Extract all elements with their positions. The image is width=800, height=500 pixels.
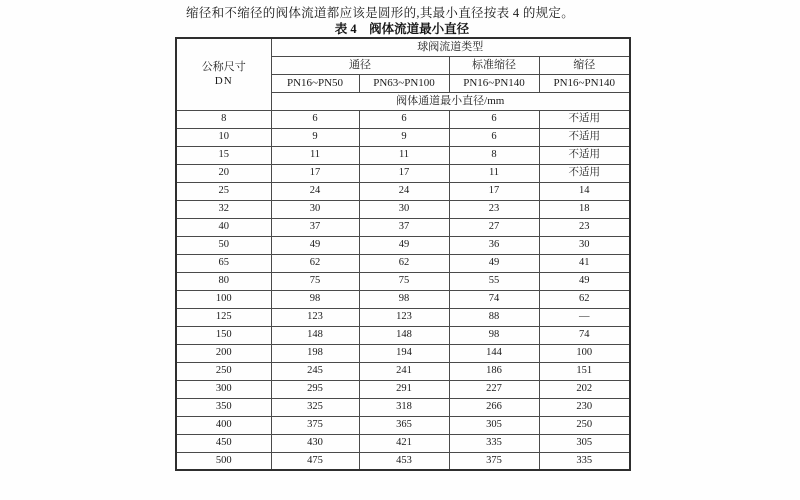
value-cell: 49 (271, 236, 359, 254)
value-cell: 9 (359, 128, 449, 146)
value-cell: 11 (359, 146, 449, 164)
dn-cell: 350 (176, 398, 271, 416)
value-cell: 88 (449, 308, 539, 326)
value-cell: 475 (271, 452, 359, 470)
value-cell: 49 (359, 236, 449, 254)
table-row (176, 146, 630, 164)
value-cell: — (539, 308, 630, 326)
min-diameter-table (175, 37, 631, 471)
dn-cell: 150 (176, 326, 271, 344)
value-cell: 55 (449, 272, 539, 290)
table-row (176, 110, 630, 128)
value-cell: 36 (449, 236, 539, 254)
value-cell: 9 (271, 128, 359, 146)
value-cell: 11 (271, 146, 359, 164)
value-cell: 18 (539, 200, 630, 218)
value-cell: 430 (271, 434, 359, 452)
dn-cell: 15 (176, 146, 271, 164)
dn-cell: 500 (176, 452, 271, 470)
value-cell: 421 (359, 434, 449, 452)
value-cell: 75 (359, 272, 449, 290)
table-caption: 表 4 阀体流道最小直径 (334, 22, 470, 36)
value-cell: 98 (359, 290, 449, 308)
value-cell: 6 (271, 110, 359, 128)
value-cell: 6 (449, 128, 539, 146)
value-cell: 266 (449, 398, 539, 416)
value-cell: 98 (449, 326, 539, 344)
table-header (176, 38, 630, 110)
nominal-size-label: 公称尺寸 (201, 60, 246, 73)
value-cell: 62 (539, 290, 630, 308)
value-cell: 不适用 (539, 110, 630, 128)
dn-cell: 40 (176, 218, 271, 236)
table-body (176, 110, 630, 470)
table-row (176, 272, 630, 290)
value-cell: 不适用 (539, 128, 630, 146)
dn-cell: 450 (176, 434, 271, 452)
dn-cell: 65 (176, 254, 271, 272)
value-cell: 49 (539, 272, 630, 290)
table-row (176, 326, 630, 344)
value-cell: 148 (359, 326, 449, 344)
value-cell: 62 (359, 254, 449, 272)
dn-cell: 50 (176, 236, 271, 254)
value-cell: 375 (449, 452, 539, 470)
dn-cell: 25 (176, 182, 271, 200)
value-cell: 37 (359, 218, 449, 236)
value-cell: 17 (359, 164, 449, 182)
table-row (176, 344, 630, 362)
pn-range-header: PN16~PN50 (271, 74, 359, 92)
value-cell: 30 (539, 236, 630, 254)
value-cell: 123 (359, 308, 449, 326)
value-cell: 144 (449, 344, 539, 362)
dn-cell: 125 (176, 308, 271, 326)
flow-type-group-header: 球阀流道类型 (271, 38, 630, 56)
value-cell: 14 (539, 182, 630, 200)
table-row (176, 398, 630, 416)
dn-cell: 400 (176, 416, 271, 434)
value-cell: 30 (359, 200, 449, 218)
pn-range-header: PN63~PN100 (359, 74, 449, 92)
dn-cell: 10 (176, 128, 271, 146)
value-cell: 不适用 (539, 146, 630, 164)
value-cell: 100 (539, 344, 630, 362)
value-cell: 27 (449, 218, 539, 236)
table-row (176, 182, 630, 200)
value-cell: 123 (271, 308, 359, 326)
value-cell: 62 (271, 254, 359, 272)
value-cell: 6 (359, 110, 449, 128)
value-cell: 23 (449, 200, 539, 218)
value-cell: 365 (359, 416, 449, 434)
reduced-header: 缩径 (539, 56, 630, 74)
standard-reduced-header: 标准缩径 (449, 56, 539, 74)
dn-cell: 300 (176, 380, 271, 398)
value-cell: 305 (449, 416, 539, 434)
value-cell: 98 (271, 290, 359, 308)
value-cell: 186 (449, 362, 539, 380)
value-cell: 74 (449, 290, 539, 308)
value-cell: 17 (449, 182, 539, 200)
value-cell: 41 (539, 254, 630, 272)
pn-range-header: PN16~PN140 (449, 74, 539, 92)
value-cell: 335 (449, 434, 539, 452)
table-row (176, 308, 630, 326)
value-cell: 245 (271, 362, 359, 380)
value-cell: 24 (359, 182, 449, 200)
dn-cell: 100 (176, 290, 271, 308)
value-cell: 325 (271, 398, 359, 416)
value-cell: 不适用 (539, 164, 630, 182)
value-cell: 318 (359, 398, 449, 416)
dn-cell: 20 (176, 164, 271, 182)
table-row (176, 380, 630, 398)
unit-header: 阀体通道最小直径/mm (271, 92, 630, 110)
dn-cell: 8 (176, 110, 271, 128)
value-cell: 151 (539, 362, 630, 380)
full-bore-header: 通径 (271, 56, 449, 74)
value-cell: 227 (449, 380, 539, 398)
value-cell: 295 (271, 380, 359, 398)
nominal-size-header (176, 38, 271, 110)
value-cell: 24 (271, 182, 359, 200)
value-cell: 8 (449, 146, 539, 164)
value-cell: 75 (271, 272, 359, 290)
value-cell: 305 (539, 434, 630, 452)
value-cell: 335 (539, 452, 630, 470)
value-cell: 198 (271, 344, 359, 362)
intro-paragraph: 缩径和不缩径的阀体流道都应该是圆形的,其最小直径按表 4 的规定。 (186, 6, 575, 20)
value-cell: 241 (359, 362, 449, 380)
table-row (176, 236, 630, 254)
table-row (176, 362, 630, 380)
value-cell: 17 (271, 164, 359, 182)
value-cell: 74 (539, 326, 630, 344)
value-cell: 23 (539, 218, 630, 236)
value-cell: 194 (359, 344, 449, 362)
table-row (176, 416, 630, 434)
table-row (176, 434, 630, 452)
table-row (176, 200, 630, 218)
table-row (176, 128, 630, 146)
value-cell: 250 (539, 416, 630, 434)
value-cell: 453 (359, 452, 449, 470)
dn-cell: 80 (176, 272, 271, 290)
value-cell: 30 (271, 200, 359, 218)
value-cell: 11 (449, 164, 539, 182)
pn-range-header: PN16~PN140 (539, 74, 630, 92)
value-cell: 148 (271, 326, 359, 344)
table-row (176, 164, 630, 182)
value-cell: 202 (539, 380, 630, 398)
value-cell: 375 (271, 416, 359, 434)
table-row (176, 290, 630, 308)
table-row (176, 254, 630, 272)
value-cell: 6 (449, 110, 539, 128)
table-row (176, 452, 630, 470)
dn-cell: 32 (176, 200, 271, 218)
dn-cell: 250 (176, 362, 271, 380)
dn-cell: 200 (176, 344, 271, 362)
value-cell: 230 (539, 398, 630, 416)
dn-label: DN (214, 75, 233, 88)
table-row (176, 218, 630, 236)
header-row-1 (176, 38, 630, 56)
value-cell: 37 (271, 218, 359, 236)
value-cell: 291 (359, 380, 449, 398)
value-cell: 49 (449, 254, 539, 272)
